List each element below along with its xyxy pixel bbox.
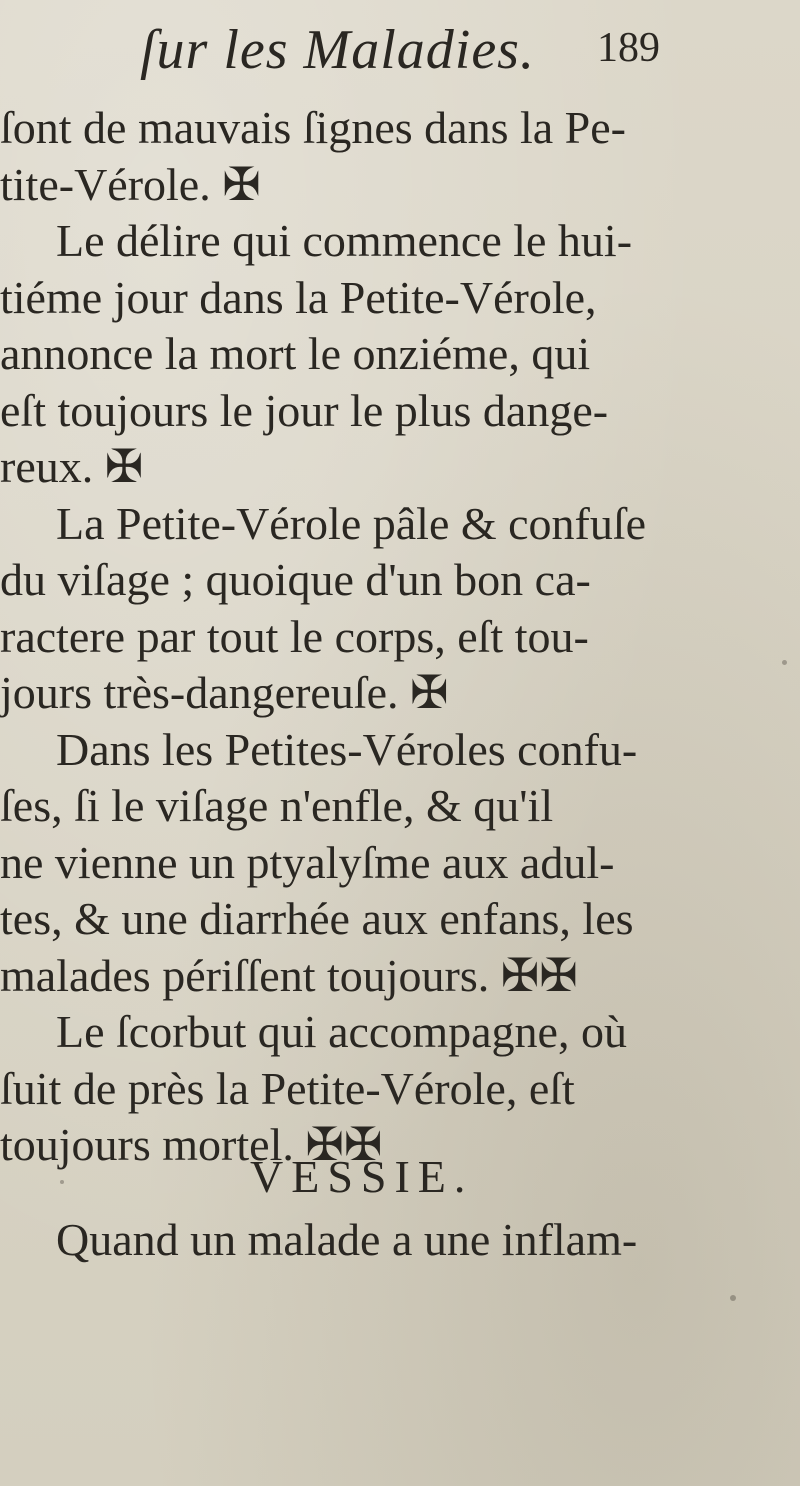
text-line: malades périſſent toujours. ✠✠ (0, 949, 578, 1001)
text-line: tes, & une diarrhée aux enfans, les (0, 893, 634, 944)
text-line: ne vienne un ptyalyſme aux adul- (0, 836, 615, 888)
page-header (140, 18, 660, 98)
text-line: Quand un malade a une inflam- (56, 1214, 638, 1265)
text-line: Dans les Petites-Véroles confu- (56, 723, 638, 775)
text-line: annonce la mort le onziéme, qui (0, 328, 591, 379)
section-heading: VESSIE. (250, 1151, 474, 1202)
text-line: Le délire qui commence le hui- (56, 215, 633, 266)
ink-speck (60, 1180, 64, 1184)
paragraph-6 (0, 1212, 800, 1269)
text-line: ſes, ſi le viſage n'enfle, & qu'il (0, 780, 554, 831)
text-line: du viſage ; quoique d'un bon ca- (0, 554, 591, 605)
text-line: reux. ✠ (0, 441, 144, 492)
text-line: tiéme jour dans la Petite-Vérole, (0, 271, 597, 323)
text-line: ſont de mauvais ſignes dans la Pe- (0, 102, 626, 153)
paragraph-4 (0, 722, 800, 1005)
text-line: tite-Vérole. ✠ (0, 158, 261, 210)
paragraph-2 (0, 213, 800, 496)
body-text (0, 100, 800, 1174)
running-title: ſur les Maladies. (140, 19, 535, 81)
text-line: ractere par tout le corps, eſt tou- (0, 610, 589, 662)
page-number: 189 (597, 25, 660, 71)
text-line: toujours mortel. ✠✠ (0, 1119, 383, 1170)
ink-speck (782, 660, 787, 665)
paragraph-1 (0, 100, 800, 213)
text-line: ſuit de près la Petite-Vérole, eſt (0, 1062, 575, 1114)
text-line: eſt toujours le jour le plus dange- (0, 384, 609, 436)
text-line: La Petite-Vérole pâle & confuſe (56, 497, 647, 549)
paragraph-3 (0, 496, 800, 722)
text-line: jours très-dangereuſe. ✠ (0, 667, 449, 718)
text-line: Le ſcorbut qui accompagne, où (56, 1006, 627, 1057)
paragraph-5 (0, 1004, 800, 1174)
ink-speck (730, 1295, 736, 1301)
